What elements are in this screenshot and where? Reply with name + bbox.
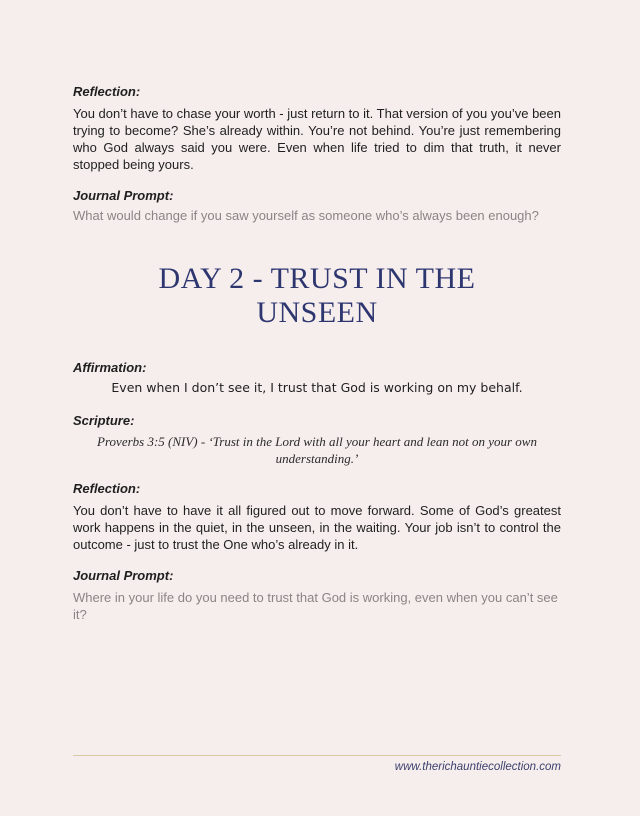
- journal-prompt-text: What would change if you saw yourself as someone who’s always been enough?: [73, 208, 539, 223]
- day2-reflection-text: You don’t have to have it all figured out to move forward. Some of God’s greatest work happens in the quiet, in the unseen, in the waiting. Your job isn’t to control the outcome - just to trust the One who’s already in it.: [73, 503, 561, 552]
- scripture-text: Proverbs 3:5 (NIV) - ‘Trust in the Lord with all your heart and lean not on your own understanding.’: [97, 434, 537, 466]
- day-title-line-1: DAY 2 - TRUST IN THE: [158, 262, 476, 295]
- footer-website-link[interactable]: www.therichauntiecollection.com: [394, 761, 561, 773]
- day-title-line-2: UNSEEN: [256, 296, 378, 329]
- day2-journal-prompt-text: Where in your life do you need to trust that God is working, even when you can’t see it?: [73, 590, 558, 622]
- footer-divider: [73, 755, 561, 756]
- scripture-label: Scripture:: [73, 413, 135, 428]
- day2-journal-prompt-label: Journal Prompt:: [73, 568, 174, 583]
- journal-prompt-label: Journal Prompt:: [73, 188, 174, 203]
- day-title: [73, 263, 561, 329]
- affirmation-label: Affirmation:: [73, 360, 147, 375]
- reflection-label: Reflection:: [73, 84, 141, 99]
- reflection-text: You don’t have to chase your worth - just return to it. That version of you you’ve been trying to become? She’s already within. You’re not behind. You’re just remembering who God always said you were. Even when life tried to dim that truth, it never stopped being yours.: [73, 106, 561, 172]
- affirmation-text: Even when I don’t see it, I trust that God is working on my behalf.: [111, 380, 523, 395]
- day2-reflection-label: Reflection:: [73, 481, 141, 496]
